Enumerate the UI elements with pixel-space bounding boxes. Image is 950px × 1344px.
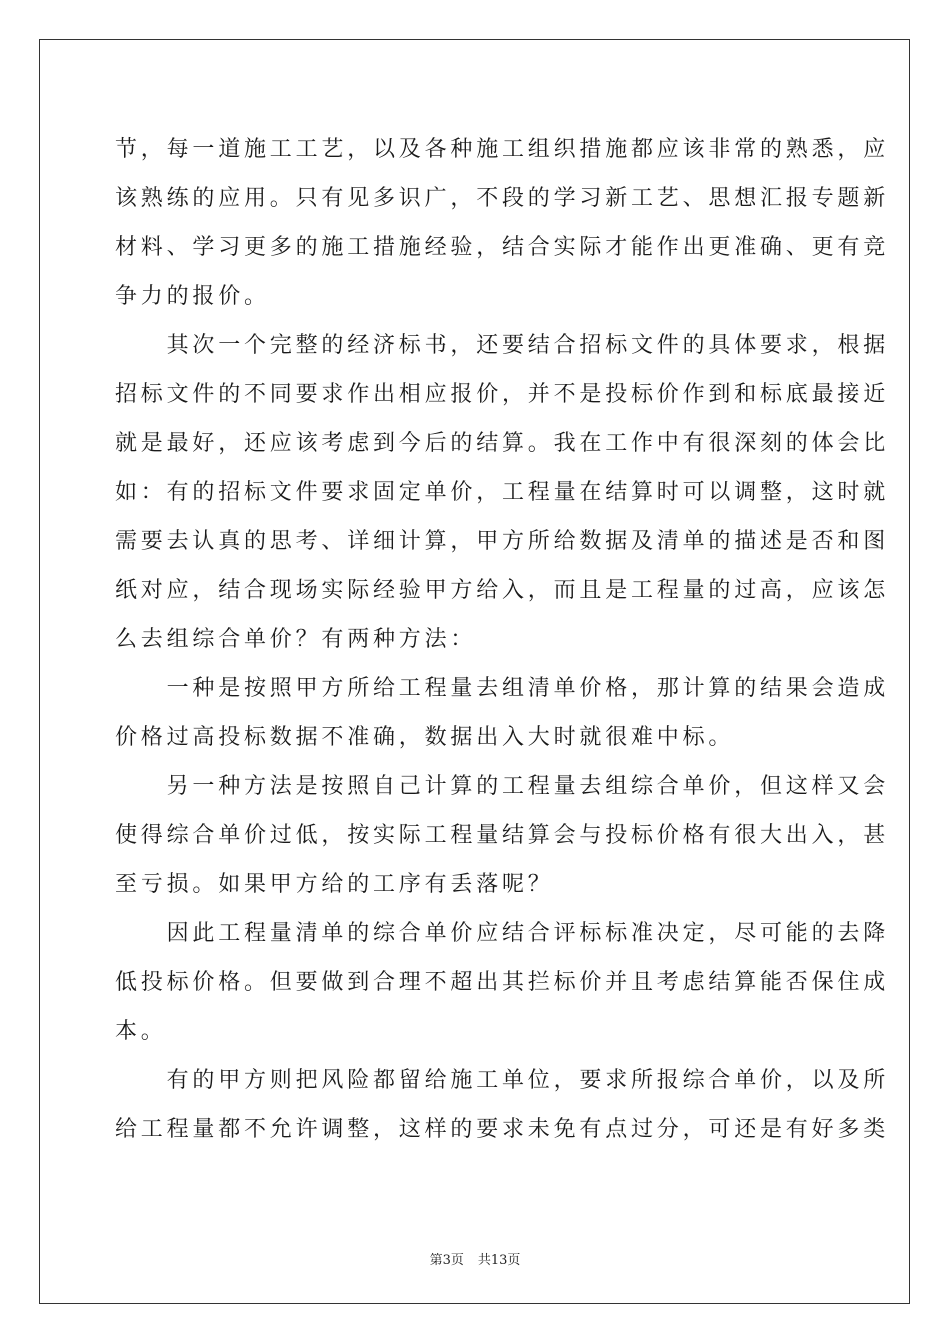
text-line: 需要去认真的思考、详细计算，甲方所给数据及清单的描述是否和图 [115,529,890,554]
text-line: 给工程量都不允许调整，这样的要求未免有点过分，可还是有好多类 [115,1117,890,1142]
text-line: 争力的报价。 [115,284,270,309]
text-line: 本。 [115,1019,167,1044]
text-line: 因此工程量清单的综合单价应结合评标标准决定，尽可能的去降 [115,921,890,946]
text-line: 价格过高投标数据不准确，数据出入大时就很难中标。 [115,725,735,750]
text-line: 有的甲方则把风险都留给施工单位，要求所报综合单价，以及所 [115,1068,890,1093]
text-line: 么去组综合单价？有两种方法： [115,627,477,652]
text-line: 招标文件的不同要求作出相应报价，并不是投标价作到和标底最接近 [115,382,890,407]
page-number: 第3页 [429,1253,464,1268]
text-line: 一种是按照甲方所给工程量去组清单价格，那计算的结果会造成 [115,676,890,701]
page-total: 共13页 [477,1253,521,1268]
text-line: 其次一个完整的经济标书，还要结合招标文件的具体要求，根据 [115,333,890,358]
text-line: 低投标价格。但要做到合理不超出其拦标价并且考虑结算能否保住成 [115,970,890,995]
text-line: 使得综合单价过低，按实际工程量结算会与投标价格有很大出入，甚 [115,823,890,848]
document-body [115,125,890,1154]
page-footer [0,1249,950,1268]
text-line: 节，每一道施工工艺，以及各种施工组织措施都应该非常的熟悉，应 [115,137,890,162]
text-line: 材料、学习更多的施工措施经验，结合实际才能作出更准确、更有竞 [115,235,890,260]
text-line: 该熟练的应用。只有见多识广，不段的学习新工艺、思想汇报专题新 [115,186,890,211]
text-line: 纸对应，结合现场实际经验甲方给入，而且是工程量的过高，应该怎 [115,578,890,603]
text-line: 至亏损。如果甲方给的工序有丢落呢？ [115,872,554,897]
text-line: 如：有的招标文件要求固定单价，工程量在结算时可以调整，这时就 [115,480,890,505]
text-line: 另一种方法是按照自己计算的工程量去组综合单价，但这样又会 [115,774,890,799]
text-line: 就是最好，还应该考虑到今后的结算。我在工作中有很深刻的体会比 [115,431,890,456]
